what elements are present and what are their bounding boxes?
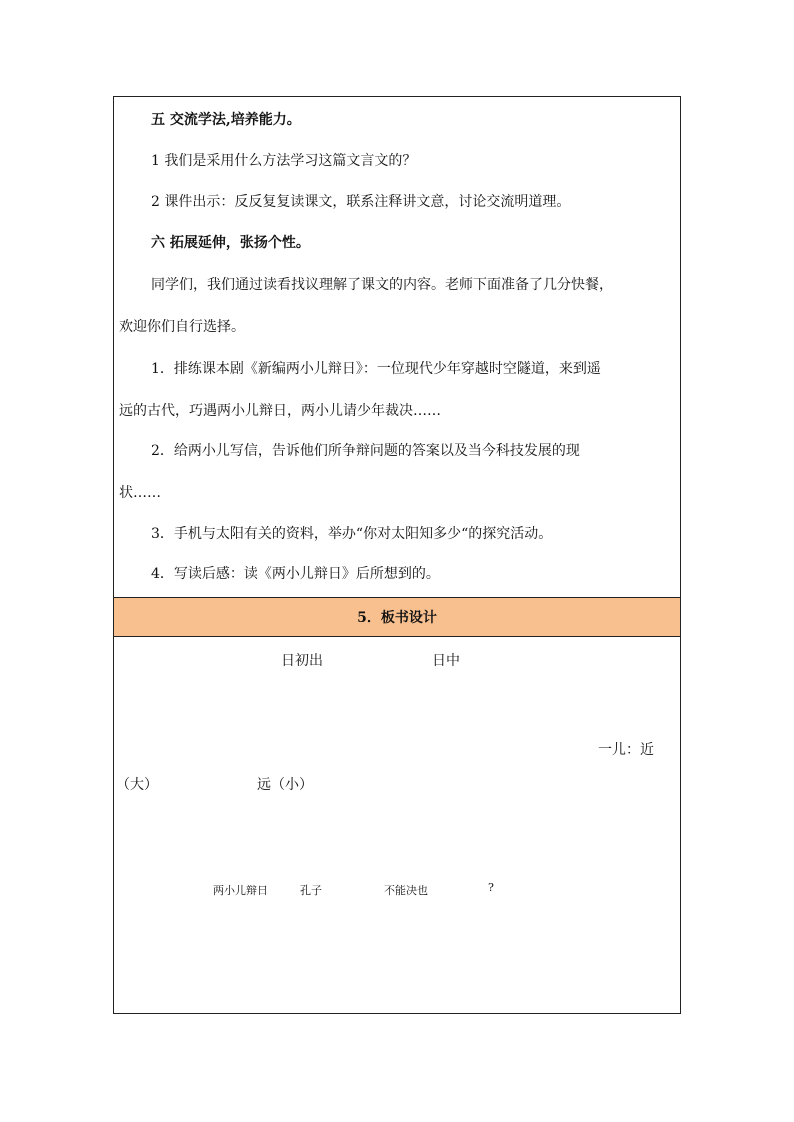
section5-question-1: 1 我们是采用什么方法学习这篇文言文的？ <box>151 153 417 169</box>
board-child-near: 一儿：近 <box>598 742 654 758</box>
board-design-title: 5．板书设计 <box>357 610 437 626</box>
section6-heading: 六 拓展延伸，张扬个性。 <box>151 235 310 251</box>
section6-item2-line-1: 2．给两小儿写信，告诉他们所争辩问题的答案以及当今科技发展的现 <box>151 443 580 459</box>
board-noon: 日中 <box>432 653 460 669</box>
board-question-mark: ? <box>488 881 494 894</box>
section6-item3: 3．手机与太阳有关的资料，举办“你对太阳知多少“的探究活动。 <box>151 526 553 542</box>
section6-intro-line-1: 同学们，我们通过读看找议理解了课文的内容。老师下面准备了几分快餐， <box>151 277 613 293</box>
board-confucius: 孔子 <box>300 884 322 897</box>
section6-item4: 4．写读后感：读《两小儿辩日》后所想到的。 <box>151 566 440 582</box>
board-cannot-decide: 不能决也 <box>384 884 428 897</box>
lesson-table <box>113 96 681 1014</box>
section6-intro-line-2: 欢迎你们自行选择。 <box>119 319 245 335</box>
board-big: （大） <box>116 777 158 793</box>
section6-item1-line-2: 远的古代，巧遇两小儿辩日，两小儿请少年裁决…… <box>119 403 441 419</box>
board-lesson-title: 两小儿辩日 <box>213 884 268 897</box>
section5-heading: 五 交流学法,培养能力。 <box>151 112 301 128</box>
board-sunrise: 日初出 <box>281 653 323 669</box>
section6-item2-line-2: 状…… <box>119 485 161 501</box>
board-design-header <box>114 597 680 637</box>
section6-item1-line-1: 1．排练课本剧《新编两小儿辩日》：一位现代少年穿越时空隧道，来到遥 <box>151 361 601 377</box>
section5-question-2: 2 课件出示：反反复复读课文，联系注释讲文意，讨论交流明道理。 <box>151 194 571 210</box>
board-far-small: 远（小） <box>257 777 313 793</box>
